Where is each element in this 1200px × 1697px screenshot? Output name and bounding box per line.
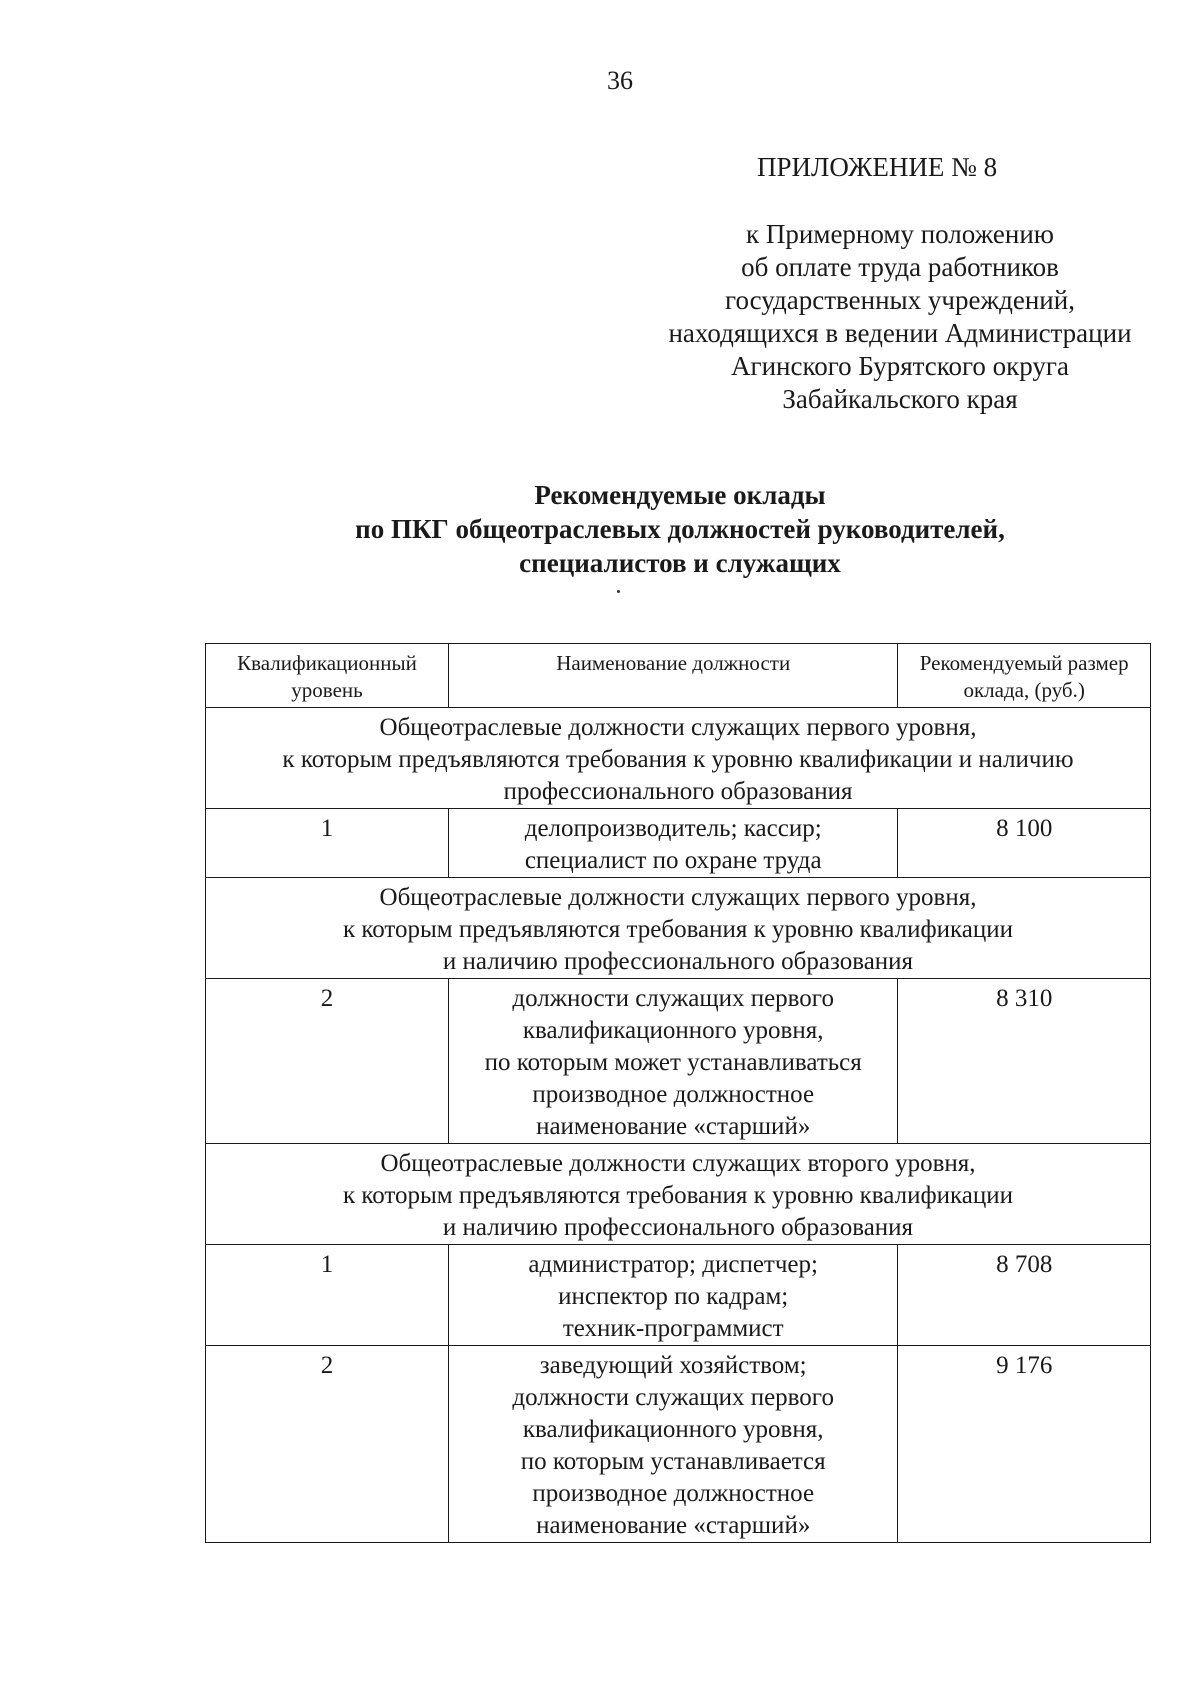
group-heading-row [206,708,1151,809]
appendix-subtitle-line: к Примерному положению [746,219,1054,249]
group-heading [206,708,1151,809]
scan-artifact-dot [617,590,620,593]
cell-position-line: по которым может устанавливаться [484,1049,862,1076]
cell-salary: 8 708 [898,1245,1151,1346]
cell-level: 2 [206,1346,449,1543]
header-level-line: уровень [291,678,363,702]
cell-position-line: должности служащих первого [512,985,834,1012]
cell-salary: 8 310 [898,979,1151,1144]
header-salary-line: оклада, (руб.) [963,678,1085,702]
salary-table [205,643,1151,1543]
cell-position-line: специалист по охране труда [524,847,822,874]
group-heading-line: к которым предъявляются требования к уровню квалификации [342,916,1014,943]
cell-position-line: производное должностное [532,1480,815,1507]
appendix-title: ПРИЛОЖЕНИЕ № 8 [757,152,998,182]
table-row [206,979,1151,1144]
cell-position-line: производное должностное [532,1081,815,1108]
group-heading-line: и наличию профессионального образования [442,948,914,975]
header-salary [898,644,1151,708]
group-heading-line: к которым предъявляются требования к уровню квалификации [342,1182,1014,1209]
group-heading-line: профессионального образования [503,778,853,805]
group-heading-line: Общеотраслевые должности служащих первого уровня, [379,714,977,741]
cell-level: 1 [206,1245,449,1346]
appendix-subtitle [620,218,1180,416]
cell-position-line: наименование «старший» [536,1113,811,1140]
header-level-line: Квалификационный [237,651,417,675]
cell-position [449,1245,898,1346]
cell-position-line: заведующий хозяйством; [539,1352,807,1379]
group-heading-line: к которым предъявляются требования к уровню квалификации и наличию [282,746,1074,773]
appendix-subtitle-line: Агинского Бурятского округа [731,351,1069,381]
header-position-text: Наименование должности [556,651,791,675]
header-salary-line: Рекомендуемый размер [919,651,1129,675]
cell-position-line: делопроизводитель; кассир; [524,815,822,842]
cell-position-line: должности служащих первого [512,1384,834,1411]
table-row [206,1245,1151,1346]
table-row [206,809,1151,878]
appendix-subtitle-line: находящихся в ведении Администрации [668,318,1132,348]
cell-position [449,979,898,1144]
appendix-subtitle-line: государственных учреждений, [725,285,1075,315]
group-heading [206,878,1151,979]
cell-level: 1 [206,809,449,878]
header-level [206,644,449,708]
appendix-subtitle-line: об оплате труда работников [741,252,1059,282]
cell-position-line: наименование «старший» [536,1512,811,1539]
group-heading-row [206,1144,1151,1245]
document-title-line: по ПКГ общеотраслевых должностей руководителей, [355,514,1005,544]
cell-position-line: техник-программист [562,1315,784,1342]
group-heading [206,1144,1151,1245]
document-title-line: специалистов и служащих [519,548,841,578]
group-heading-row [206,878,1151,979]
cell-position [449,809,898,878]
document-title [260,478,1100,580]
cell-position [449,1346,898,1543]
cell-salary: 8 100 [898,809,1151,878]
cell-position-line: инспектор по кадрам; [558,1283,789,1310]
page-number: 36 [607,66,633,95]
cell-position-line: администратор; диспетчер; [528,1251,818,1278]
group-heading-line: Общеотраслевые должности служащих первого уровня, [379,884,977,911]
group-heading-line: Общеотраслевые должности служащих второго уровня, [380,1150,976,1177]
table-row [206,1346,1151,1543]
table-header-row [206,644,1151,708]
cell-position-line: квалификационного уровня, [522,1416,824,1443]
appendix-subtitle-line: Забайкальского края [782,384,1018,414]
cell-level: 2 [206,979,449,1144]
group-heading-line: и наличию профессионального образования [442,1214,914,1241]
cell-position-line: по которым устанавливается [520,1448,826,1475]
header-position [449,644,898,708]
cell-salary: 9 176 [898,1346,1151,1543]
cell-position-line: квалификационного уровня, [522,1017,824,1044]
document-title-line: Рекомендуемые оклады [534,480,826,510]
